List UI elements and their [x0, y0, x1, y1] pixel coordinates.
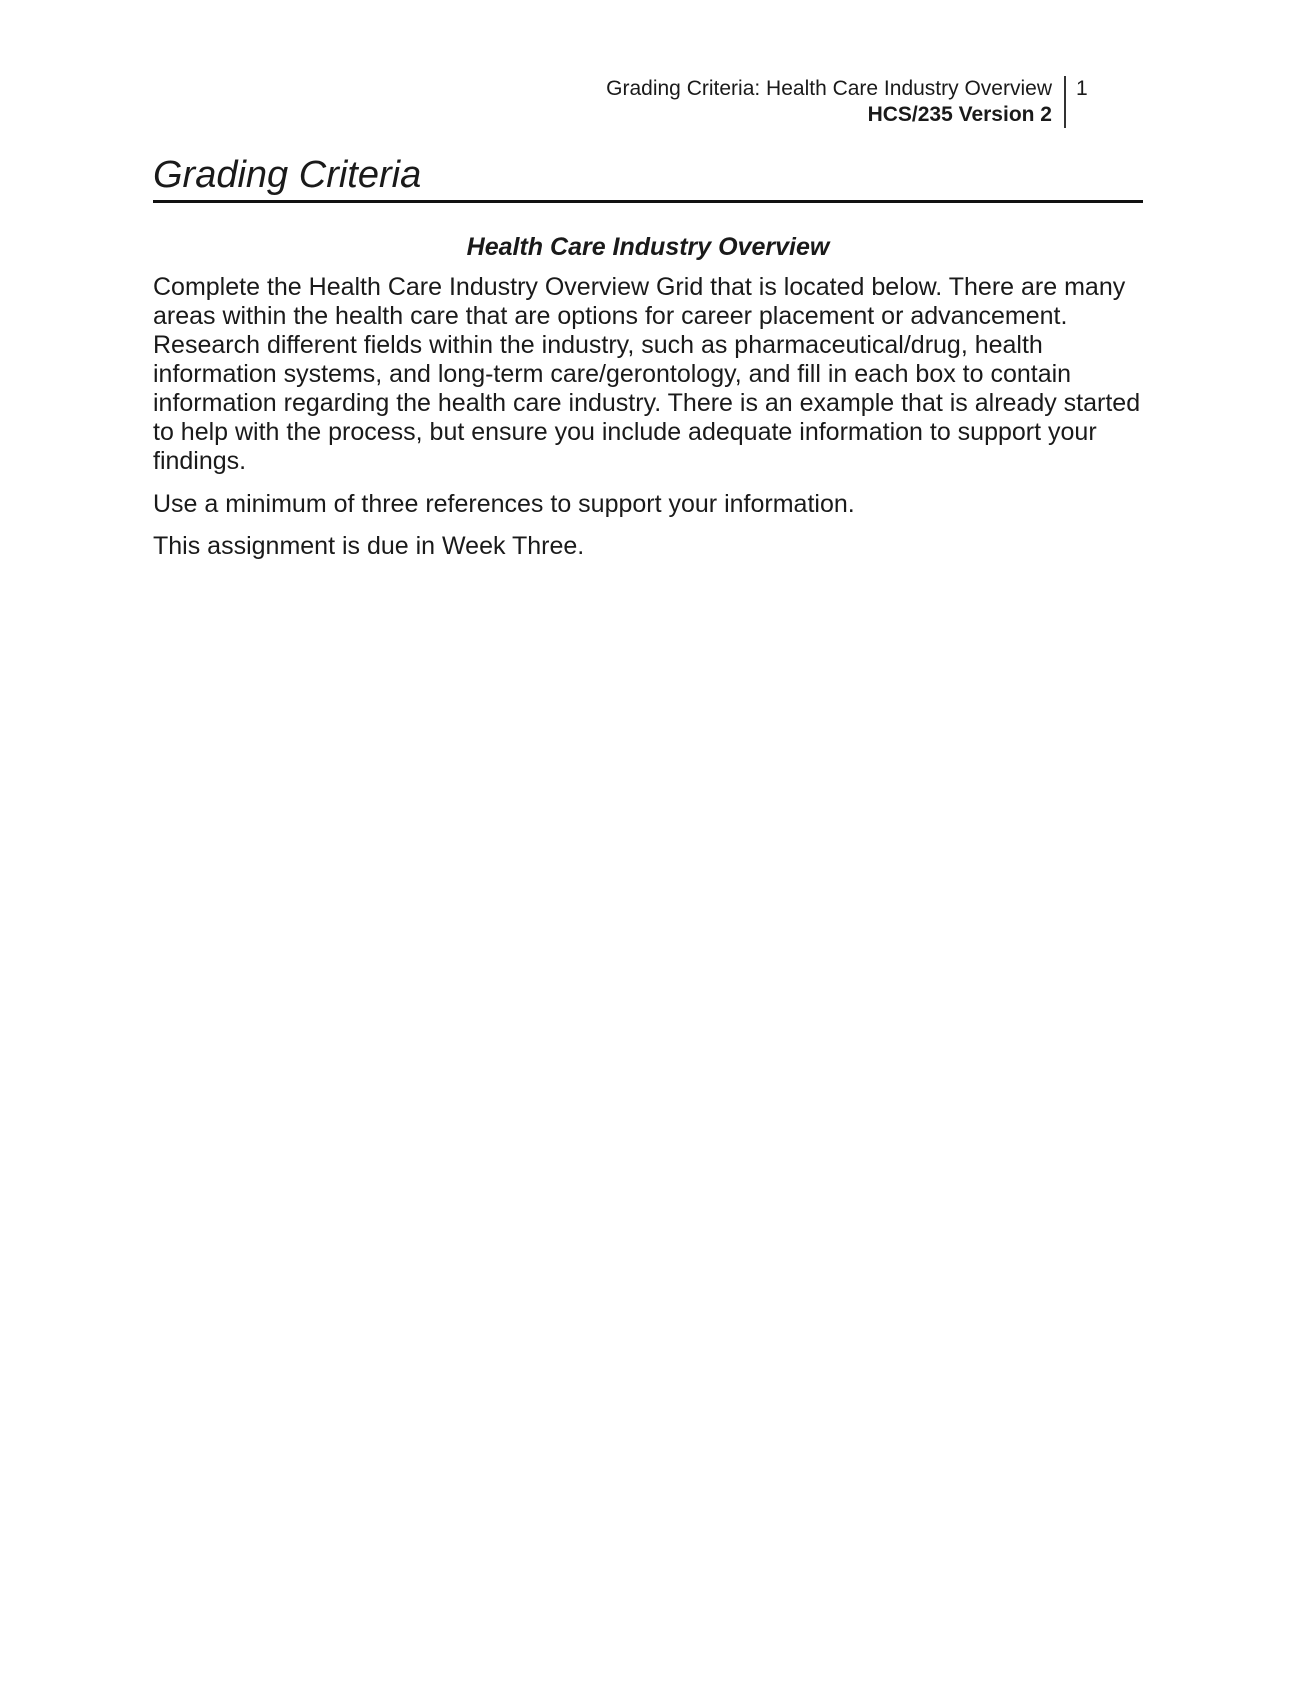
due-date-paragraph: This assignment is due in Week Three. — [153, 532, 585, 560]
document-subtitle: Health Care Industry Overview — [466, 233, 830, 261]
references-paragraph: Use a minimum of three references to support your information. — [153, 490, 855, 518]
page-number: 1 — [1076, 77, 1088, 100]
instructions-paragraph: Complete the Health Care Industry Overview Grid that is located below. There are many areas within the health care that are options for career placement or advancement. Research different fields within the industry, such as pharmaceutical/drug, health information systems, and long-term care/gerontology, and fill in each box to contain information regarding the health care industry. There is an example that is already started to help with the process, but ensure you include adequate information to support your findings. — [153, 273, 1141, 475]
running-header — [606, 76, 1066, 128]
header-course-version: HCS/235 Version 2 — [867, 103, 1052, 126]
document-title: Grading Criteria — [153, 152, 1143, 203]
header-title: Grading Criteria: Health Care Industry Overview — [606, 77, 1052, 100]
